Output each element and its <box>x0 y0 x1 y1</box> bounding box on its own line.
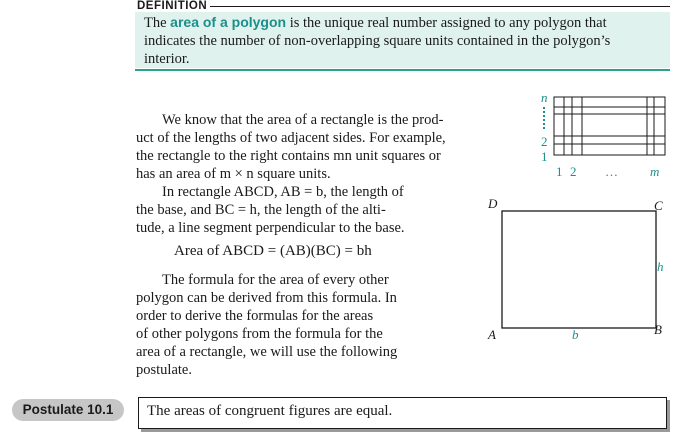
paragraph-1 <box>136 111 448 183</box>
grid-vertical-dots <box>543 107 547 129</box>
paragraph-2 <box>136 183 448 237</box>
vertex-a: A <box>488 327 496 342</box>
rectangle-outline <box>502 211 656 328</box>
rectangle-abcd-figure <box>500 205 660 331</box>
definition-bottom-rule <box>135 69 670 71</box>
grid-label-bottom-2: 2 <box>570 164 577 179</box>
p3-line: postulate. <box>136 362 192 378</box>
grid-label-1: 1 <box>541 149 548 164</box>
grid-label-2: 2 <box>541 134 548 149</box>
definition-text <box>144 13 664 68</box>
definition-line1-rest: is the unique real number assigned to any polygon that <box>286 15 607 31</box>
p3-line: polygon can be derived from this formula. In <box>136 290 397 306</box>
vertex-d: D <box>488 196 498 211</box>
p1-line: has an area of m × n square units. <box>136 166 331 182</box>
p3-line: of other polygons from the formula for the <box>136 326 383 342</box>
definition-line2: indicates the number of non-overlapping square units contained in the polygon’s <box>144 33 611 49</box>
definition-heading: DEFINITION <box>137 0 208 12</box>
p3-line: order to derive the formulas for the areas <box>136 308 374 324</box>
p1-line: uct of the lengths of two adjacent sides. For example, <box>136 130 446 146</box>
p3-line: area of a rectangle, we will use the following <box>136 344 398 360</box>
grid-label-bottom-1: 1 <box>556 164 563 179</box>
unit-grid-figure <box>550 94 670 166</box>
grid-outline <box>554 97 665 155</box>
p2-line: the base, and BC = h, the length of the alti- <box>136 202 386 218</box>
p1-line: the rectangle to the right contains mn unit squares or <box>136 148 441 164</box>
height-label-h: h <box>657 259 664 274</box>
p3-line: The formula for the area of every other <box>162 272 389 288</box>
grid-bottom-dots: … <box>605 164 621 179</box>
definition-term: area of a polygon <box>170 14 287 30</box>
grid-label-m: m <box>650 164 660 179</box>
base-label-b: b <box>572 327 579 342</box>
paragraph-3 <box>136 271 448 379</box>
p2-line: tude, a line segment perpendicular to the base. <box>136 220 405 236</box>
definition-lead: The <box>144 15 171 31</box>
definition-top-rule <box>210 6 670 7</box>
area-formula: Area of ABCD = (AB)(BC) = bh <box>174 243 372 259</box>
p1-line: We know that the area of a rectangle is the prod- <box>162 112 444 128</box>
postulate-text: The areas of congruent figures are equal. <box>147 403 393 419</box>
postulate-label: Postulate 10.1 <box>22 402 114 417</box>
p2-line: In rectangle ABCD, AB = b, the length of <box>162 184 404 200</box>
grid-label-n: n <box>541 90 548 105</box>
vertex-c: C <box>654 198 663 213</box>
definition-line3: interior. <box>144 51 190 67</box>
vertex-b: B <box>654 322 662 337</box>
